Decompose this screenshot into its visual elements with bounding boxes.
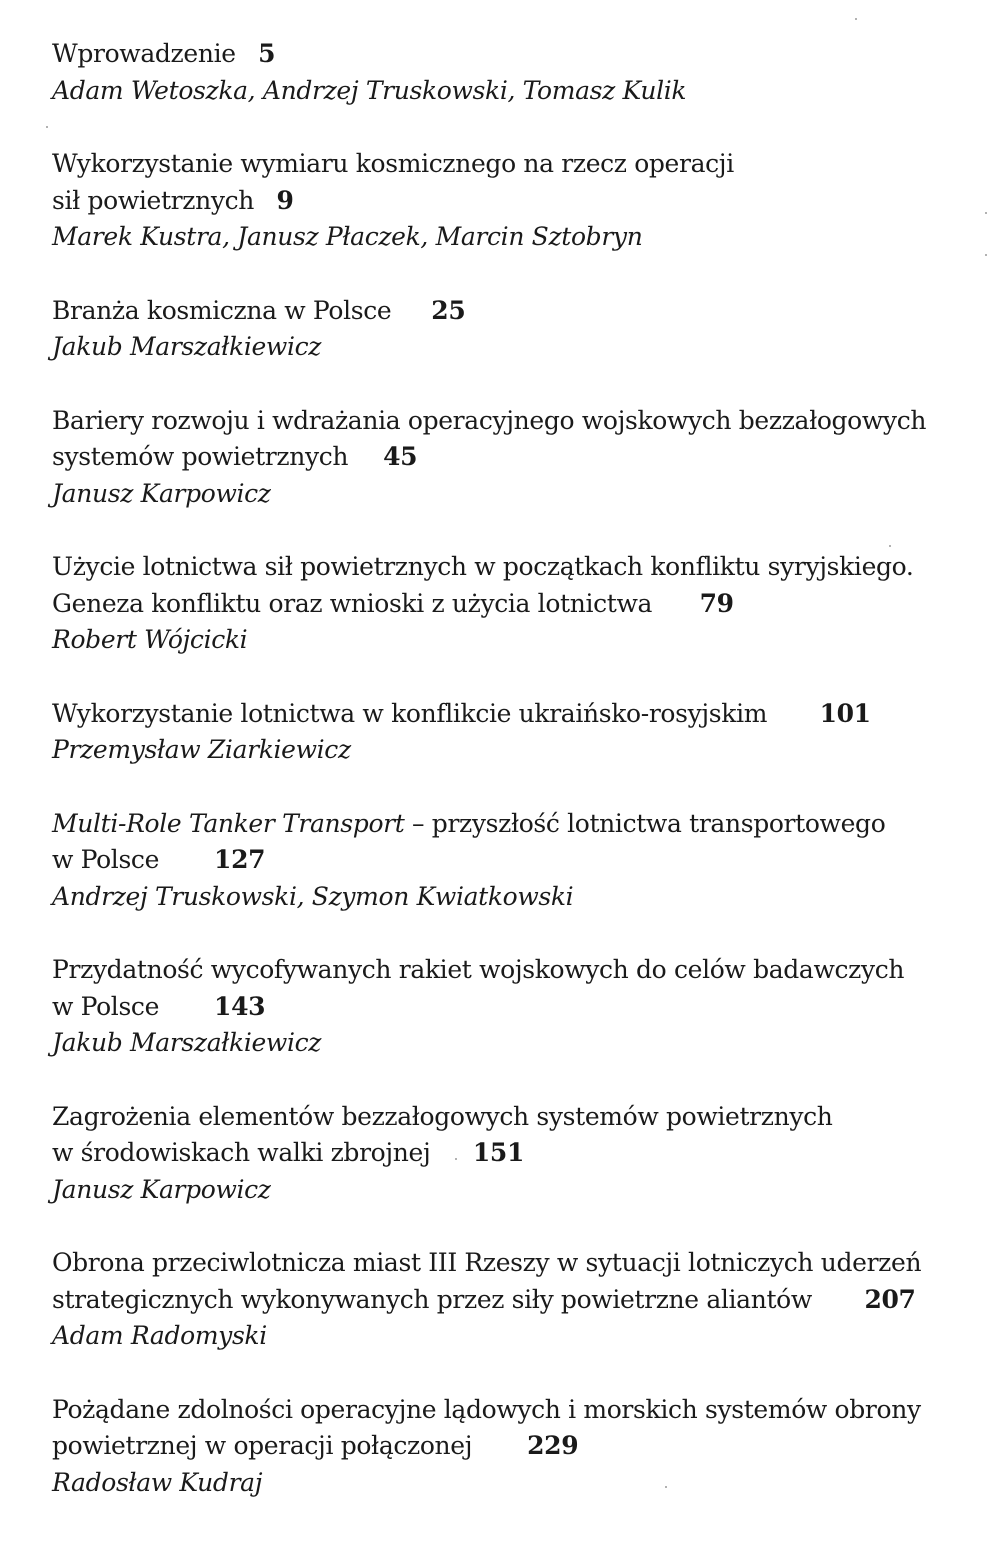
page-number: 25	[431, 295, 466, 325]
entry-title-line	[52, 989, 952, 1026]
scan-speck	[889, 545, 891, 547]
entry-authors: Janusz Karpowicz	[52, 1174, 271, 1204]
entry-authors: Jakub Marszałkiewicz	[52, 332, 322, 361]
entry-authors: Andrzej Truskowski, Szymon Kwiatkowski	[52, 881, 574, 911]
toc-entry	[52, 696, 952, 769]
entry-authors: Marek Kustra, Janusz Płaczek, Marcin Sztobryn	[52, 222, 643, 251]
entry-title-line: Użycie lotnictwa sił powietrznych w początkach konfliktu syryjskiego.	[52, 552, 914, 581]
toc-entry	[52, 1392, 952, 1502]
scan-speck	[855, 18, 857, 20]
entry-authors: Janusz Karpowicz	[52, 478, 271, 508]
entry-title-line	[52, 1428, 952, 1465]
scan-speck	[455, 1158, 457, 1160]
page-number: 151	[472, 1138, 525, 1167]
entry-title-italic: Multi-Role Tanker Transport	[52, 808, 405, 838]
entry-title-text: systemów powietrznych	[52, 442, 349, 471]
entry-title-line	[52, 696, 952, 733]
toc-entry	[52, 1245, 952, 1355]
entry-title-line: Zagrożenia elementów bezzałogowych systemów powietrznych	[52, 1101, 833, 1131]
entry-title-text: Geneza konfliktu oraz wnioski z użycia lotnictwa	[52, 588, 653, 618]
page-number: 5	[258, 39, 276, 68]
scan-speck	[665, 1486, 667, 1488]
entry-title-line	[52, 293, 952, 330]
page-number: 9	[276, 185, 294, 215]
scan-speck	[985, 212, 987, 214]
entry-title-line	[52, 1135, 952, 1172]
entry-title-text: w środowiskach walki zbrojnej	[52, 1138, 431, 1167]
entry-authors: Adam Radomyski	[52, 1321, 267, 1350]
page-number: 127	[214, 845, 266, 874]
toc-entry	[52, 549, 952, 659]
page-number: 101	[819, 698, 871, 728]
toc-entry	[52, 146, 952, 256]
toc-entry	[52, 1099, 952, 1209]
entry-title-line: Bariery rozwoju i wdrażania operacyjnego wojskowych bezzałogowych	[52, 405, 927, 435]
toc-entry	[52, 952, 952, 1062]
page-number: 143	[214, 991, 266, 1021]
entry-title-text: Branża kosmiczna w Polsce	[52, 295, 392, 325]
entry-title-text: w Polsce	[52, 845, 160, 874]
entry-title-line: Wykorzystanie wymiaru kosmicznego na rzecz operacji	[52, 149, 734, 178]
toc-entry	[52, 36, 952, 109]
entry-title-text: Wykorzystanie lotnictwa w konflikcie ukraińsko-rosyjskim	[52, 698, 768, 728]
entry-authors: Jakub Marszałkiewicz	[52, 1028, 322, 1057]
toc-entry	[52, 806, 952, 916]
toc-entry	[52, 403, 952, 513]
entry-title-line	[52, 36, 952, 73]
toc-entry	[52, 293, 952, 366]
table-of-contents	[52, 36, 952, 1538]
page-number: 229	[527, 1431, 579, 1460]
entry-title-line	[52, 586, 952, 623]
entry-title-text: powietrznej w operacji połączonej	[52, 1431, 473, 1460]
entry-title-line	[52, 439, 952, 476]
page-number: 45	[383, 442, 418, 471]
entry-title-text: w Polsce	[52, 991, 160, 1021]
entry-title-line: Przydatność wycofywanych rakiet wojskowych do celów badawczych	[52, 955, 905, 984]
scan-speck	[985, 254, 987, 256]
entry-title-line: Obrona przeciwlotnicza miast III Rzeszy w sytuacji lotniczych uderzeń	[52, 1248, 922, 1277]
entry-title-text: strategicznych wykonywanych przez siły powietrzne aliantów	[52, 1284, 812, 1314]
entry-authors: Przemysław Ziarkiewicz	[52, 735, 351, 764]
entry-authors: Adam Wetoszka, Andrzej Truskowski, Tomasz Kulik	[52, 75, 687, 105]
page-number: 79	[699, 588, 734, 618]
entry-title-line	[52, 1282, 952, 1319]
entry-title-text: Wprowadzenie	[52, 39, 236, 68]
entry-title-text: sił powietrznych	[52, 185, 255, 215]
page-number: 207	[864, 1284, 916, 1314]
entry-title-line	[52, 806, 952, 843]
entry-title-line	[52, 842, 952, 879]
entry-authors: Radosław Kudraj	[52, 1467, 263, 1497]
entry-title-line: Pożądane zdolności operacyjne lądowych i morskich systemów obrony	[52, 1394, 921, 1424]
scan-speck	[46, 126, 48, 128]
entry-authors: Robert Wójcicki	[52, 625, 248, 654]
entry-title-line	[52, 183, 952, 220]
entry-title-text: – przyszłość lotnictwa transportowego	[404, 808, 886, 838]
